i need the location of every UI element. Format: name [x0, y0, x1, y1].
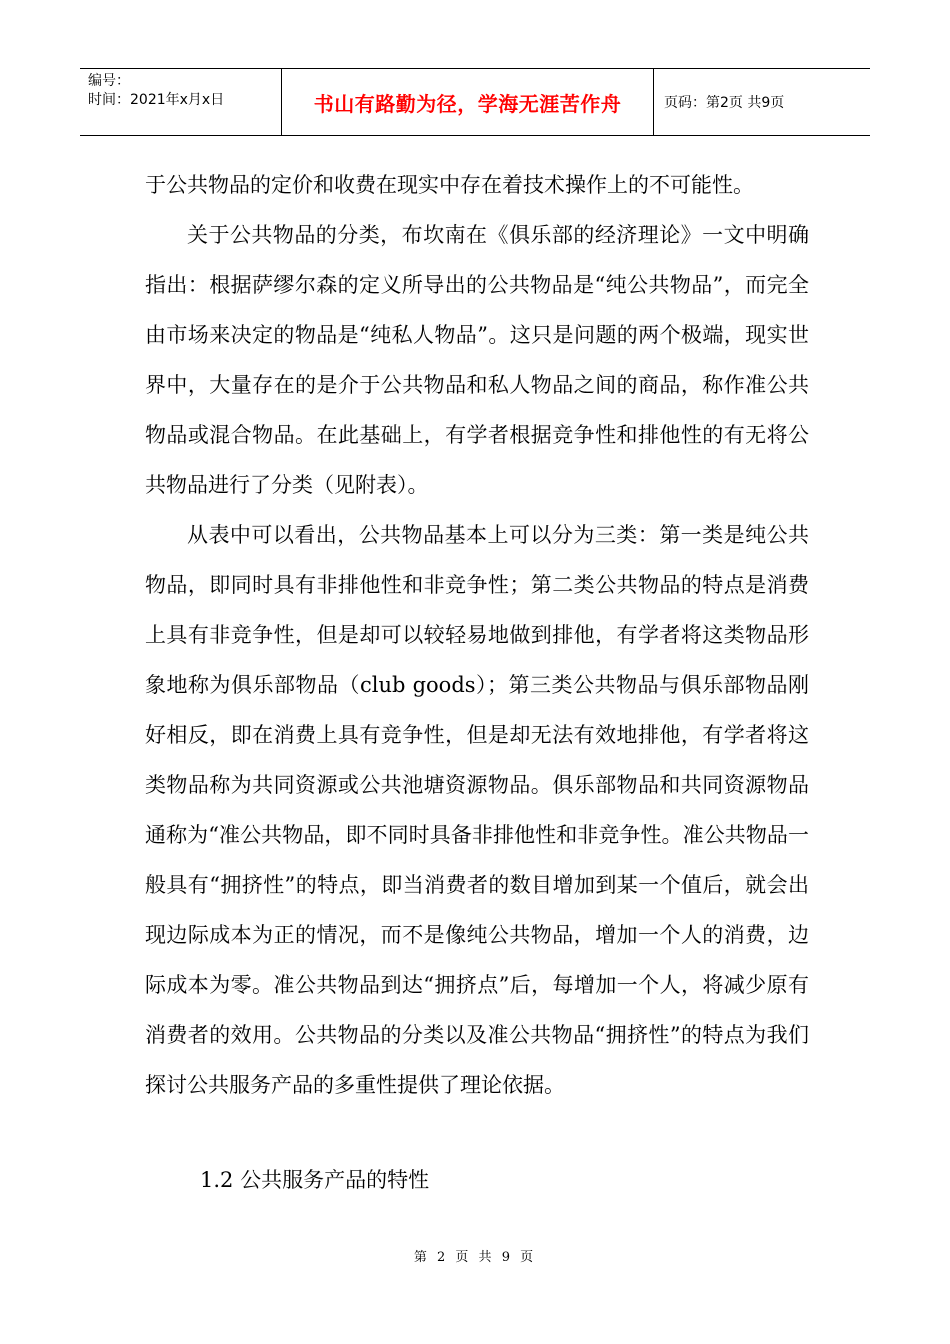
header-meta-cell [80, 69, 282, 135]
paragraph-table-analysis: 从表中可以看出，公共物品基本上可以分为三类：第一类是纯公共物品，即同时具有非排他性和非竞争性；第二类公共物品的特点是消费上具有非竞争性，但是却可以较轻易地做到排他，有学者将这类物品形象地称为俱乐部物品（club goods）；第三类公共物品与俱乐部物品刚好相反，即在消费上具有竞争性，但是却无法有效地排他，有学者将这类物品称为共同资源或公共池塘资源物品。俱乐部物品和共同资源物品通称为“准公共物品，即不同时具备非排他性和非竞争性。准公共物品一般具有“拥挤性”的特点，即当消费者的数目增加到某一个值后，就会出现边际成本为正的情况，而不是像纯公共物品，增加一个人的消费，边际成本为零。准公共物品到达“拥挤点”后，每增加一个人，将减少原有消费者的效用。公共物品的分类以及准公共物品“拥挤性”的特点为我们探讨公共服务产品的多重性提供了理论依据。 [145, 523, 809, 1097]
document-header [80, 68, 870, 136]
document-body [145, 160, 809, 1110]
header-page-info: 页码：第2页 共9页 [664, 95, 785, 111]
document-time-label: 时间：2021年x月x日 [88, 92, 225, 108]
paragraph-classification: 关于公共物品的分类，布坎南在《俱乐部的经济理论》一文中明确指出：根据萨缪尔森的定义所导出的公共物品是“纯公共物品”，而完全由市场来决定的物品是“纯私人物品”。这只是问题的两个极端，现实世界中，大量存在的是介于公共物品和私人物品之间的商品，称作准公共物品或混合物品。在此基础上，有学者根据竞争性和排他性的有无将公共物品进行了分类（见附表）。 [145, 223, 809, 497]
header-page-cell [654, 69, 870, 135]
document-number-label: 编号： [88, 73, 130, 89]
header-motto-cell [282, 69, 654, 135]
paragraph-continuation: 于公共物品的定价和收费在现实中存在着技术操作上的不可能性。 [145, 173, 754, 197]
page-footer: 第 2 页 共 9 页 [413, 1250, 537, 1265]
header-motto: 书山有路勤为径，学海无涯苦作舟 [313, 91, 622, 116]
section-heading: 1.2 公共服务产品的特性 [200, 1168, 430, 1192]
